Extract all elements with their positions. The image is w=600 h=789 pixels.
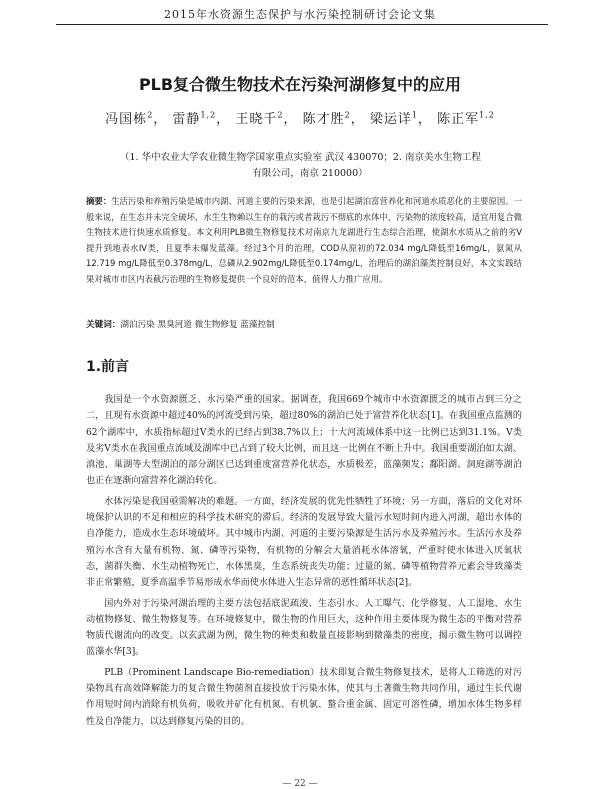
keywords-text: 湖泊污染 黑臭河道 微生物修复 蓝藻控制 (120, 320, 275, 330)
author-name: 陈正军 (437, 112, 480, 127)
author-affil-mark: 1 (411, 110, 418, 120)
abstract-text: 生活污染和养殖污染是城市内湖、河道主要的污染来源，也是引起湖泊富营养化和河道水质恶化的主要原因。一般来说，在生态并未完全破坏，水生生物赖以生存的栽污或者栽污不彻底的水体中，污染物的浓度较高，适宜用复合微生物技术进行快速水质修复。本文利用PLB微生物修复技术对南京九龙湖进行生态综合治理，使湖水水质从之前的劣V提升到地表水IV类，且夏季未爆发蓝藻。经过3个月的治理，COD从原初的72.034 mg/L降低至16mg/L，氨氮从12.719 mg/L降低至0.378mg/L，总磷从2.902mg/L降低至0.174mg/L，治理后的湖泊藻类控制良好，本文实践结果对城市市区内表截污治理的生物修复提供一个良好的范本，值得人力推广应用。 (86, 196, 522, 284)
author-affil-mark: 1,2 (479, 110, 495, 120)
author-affil-mark: 2 (277, 110, 284, 120)
author-affil-mark: 2 (344, 110, 351, 120)
affiliation-line-2: 有限公司，南京 210000） (252, 168, 368, 179)
author-name: 陈才胜 (302, 112, 345, 127)
paragraph: PLB（Prominent Landscape Bio-remediation）技术即复合微生物修复技术，是将人工筛选的对污染物具有高效降解能力的复合微生物菌剂直接投放于污染水体，使其与土著微生物共同作用，通过生长代谢作用短时间内消除有机负荷，吸收并矿化有机氮、有机氯、螯合重金属、固定可溶性磷，增加水体生物多样性及自净能力，以达到修复污染的目的。 (86, 667, 522, 727)
author-name: 王晓千 (235, 112, 278, 127)
affiliation-line-1: （1. 华中农业大学农业微生物学国家重点实验室 武汉 430070；2. 南京美水生物工程 (120, 152, 481, 163)
running-header: 2015年水资源生态保护与水污染控制研讨会论文集 (164, 8, 436, 21)
paragraph: 水体污染是我国亟需解决的难题。一方面，经济发展的优先性牺牲了环境；另一方面，落后的文化对环境保护认识的不足和相应的科学技术研究的滞后。经济的发展导致大量污水短时间内进入河湖，超出水体的自净能力，造成水生态环境破坏。其中城市内湖、河道的主要污染源是生活污水及养殖污水。生活污水及养殖污水含有大量有机物、氮、磷等污染物，有机物的分解会大量消耗水体溶氧，严重时使水体进入厌氧状态，菌群失衡、水生动植物死亡，水体黑臭，生态系统丧失功能；过量的氮、磷等植物营养元素会导致藻类非正常繁殖，夏季高温季节易形成水华而使水体进入生态异常的恶性循环状态[2]。 (86, 496, 522, 589)
author-name: 梁运详 (369, 112, 412, 127)
affiliations (120, 150, 530, 182)
keywords-label: 关键词： (86, 320, 121, 330)
section-heading: 1.前言 (86, 359, 130, 375)
author-affil-mark: 1,2 (200, 110, 217, 120)
author-name: 冯国栋 (105, 112, 148, 127)
paper-title: PLB复合微生物技术在污染河湖修复中的应用 (138, 75, 462, 94)
author-affil-mark: 2 (147, 110, 154, 120)
paragraph: 国内外对于污染河湖治理的主要方法包括底泥疏浚、生态引水、人工曝气、化学修复、人工湿地、水生动植物修复、微生物修复等。在环境修复中，微生物的作用巨大，这种作用主要体现为微生态的平衡对营养物质代谢流向的改变。以玄武湖为例，微生物的种类和数量直接影响到微藻类的密度，揭示微生物可以调控蓝藻水华[3]。 (86, 598, 522, 658)
body-text (86, 392, 522, 734)
author-list: 冯国栋$^2$， 雷静$^{1,2}$， 王晓千$^2$， 陈才胜$^2$， 梁运详$^1$， 陈正军$^{1,2}$ (105, 110, 495, 127)
paragraph: 我国是一个水资源匮乏、水污染严重的国家。据调查，我国669个城市中水资源匮乏的城市占到三分之二，且现有水资源中超过40%的河流受到污染，超过80%的湖泊已处于富营养化状态[1]。在我国重点监测的62个湖库中，水质指标超过V类水的已经占到38.7%以上；十大河流域体系中这一比例已达到31.1%。V类及劣V类水在我国重点流域及湖库中已占到了较大比例，而且这一比例在不断上升中。我国重要湖泊如太湖、滇池、巢湖等大型湖泊的部分湖区已达到重度富营养化状态，水质极差，蓝藻频发；鄱阳湖、洞庭湖等湖泊也正在逐渐向富营养化湖泊转化。 (86, 395, 522, 487)
abstract-label: 摘要： (86, 196, 112, 206)
page-number: — 22 — (282, 779, 318, 789)
header-rule (56, 24, 548, 25)
keywords (86, 318, 522, 330)
author-name: 雷静 (172, 112, 201, 127)
abstract (86, 194, 522, 288)
